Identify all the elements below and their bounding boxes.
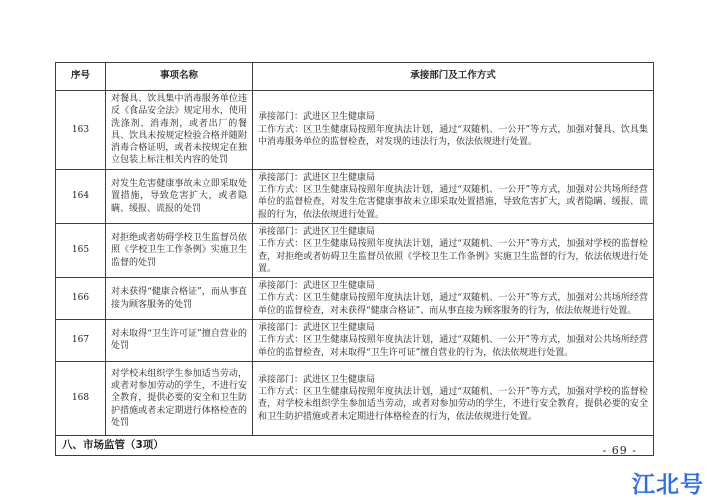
row-item-name: 对未获得“健康合格证”，而从事直接为顾客服务的处罚	[106, 278, 253, 320]
row-method: 工作方式：区卫生健康局按照年度执法计划，通过“双随机、一公开”等方式，加强对公共场所经营单位的监督检查，对未取得“卫生许可证”擅自营业的行为，依法依规进行处置。	[258, 335, 648, 358]
row-method: 工作方式：区卫生健康局按照年度执法计划，通过“双随机、一公开”等方式，加强对公共场所经营单位的监督检查，对发生危害健康事故未立即采取处置措施，导致危害扩大，或者隐瞒、缓报、谎报的行为，依法依规进行处置。	[258, 185, 648, 220]
section-footer-row	[56, 435, 654, 455]
row-dept: 承接部门：武进区卫生健康局	[258, 172, 376, 183]
row-dept: 承接部门：武进区卫生健康局	[258, 226, 376, 237]
watermark-logo: 江北号	[632, 472, 704, 498]
header-detail: 承接部门及工作方式	[253, 63, 654, 91]
row-detail	[253, 91, 654, 170]
row-dept: 承接部门：武进区卫生健康局	[258, 323, 376, 334]
row-seq: 167	[56, 320, 106, 362]
row-item-name: 对餐具、饮具集中消毒服务单位违反《食品安全法》规定用水，使用洗涤剂、消毒剂，或者出厂的餐具、饮具未按规定检验合格并随附消毒合格证明，或者未按规定在独立包装上标注相关内容的处罚	[106, 91, 253, 170]
row-dept: 承接部门：武进区卫生健康局	[258, 281, 376, 292]
row-detail	[253, 361, 654, 435]
header-name: 事项名称	[106, 63, 253, 91]
row-item-name: 对发生危害健康事故未立即采取处置措施，导致危害扩大，或者隐瞒、缓报、谎报的处罚	[106, 169, 253, 223]
row-method: 工作方式：区卫生健康局按照年度执法计划，通过“双随机、一公开”等方式，加强对学校的监督检查，对学校未组织学生参加适当劳动，或者对参加劳动的学生，不进行安全教育，提供必要的安全和卫生防护措施或者未定期进行体格检查的行为，依法依规进行处置。	[258, 387, 648, 422]
row-detail	[253, 223, 654, 277]
table-row	[56, 169, 654, 223]
row-item-name: 对学校未组织学生参加适当劳动，或者对参加劳动的学生，不进行安全教育，提供必要的安全和卫生防护措施或者未定期进行体格检查的处罚	[106, 361, 253, 435]
row-seq: 163	[56, 91, 106, 170]
row-method: 工作方式：区卫生健康局按照年度执法计划，通过“双随机、一公开”等方式，加强对餐具、饮具集中消毒服务单位的监督检查，对发现的违法行为，依法依规进行处置。	[258, 124, 648, 148]
table-row	[56, 223, 654, 277]
row-detail	[253, 320, 654, 362]
row-item-name: 对拒绝或者妨碍学校卫生监督员依照《学校卫生工作条例》实施卫生监督的处罚	[106, 223, 253, 277]
row-method: 工作方式：区卫生健康局按照年度执法计划，通过“双随机、一公开”等方式，加强对学校的监督检查，对拒绝或者妨碍卫生监督员依照《学校卫生工作条例》实施卫生监督的行为，依法依规进行处置。	[258, 239, 648, 274]
table-row	[56, 361, 654, 435]
row-seq: 168	[56, 361, 106, 435]
row-seq: 164	[56, 169, 106, 223]
row-detail	[253, 278, 654, 320]
section-footer-title: 八、市场监管（3项）	[56, 435, 654, 455]
row-dept: 承接部门：武进区卫生健康局	[258, 374, 376, 385]
row-detail	[253, 169, 654, 223]
row-item-name: 对未取得“卫生许可证”擅自营业的处罚	[106, 320, 253, 362]
row-seq: 165	[56, 223, 106, 277]
items-table	[55, 62, 654, 456]
header-seq: 序号	[56, 63, 106, 91]
table-row	[56, 91, 654, 170]
row-seq: 166	[56, 278, 106, 320]
table-header-row	[56, 63, 654, 91]
row-method: 工作方式：区卫生健康局按照年度执法计划，通过“双随机、一公开”等方式，加强对公共场所经营单位的监督检查，对未获得“健康合格证”、而从事直接为顾客服务的行为，依法依规进行处置。	[258, 293, 648, 316]
table-row	[56, 320, 654, 362]
page-number: - 69 -	[602, 444, 637, 457]
row-dept: 承接部门：武进区卫生健康局	[258, 112, 376, 123]
table-row	[56, 278, 654, 320]
